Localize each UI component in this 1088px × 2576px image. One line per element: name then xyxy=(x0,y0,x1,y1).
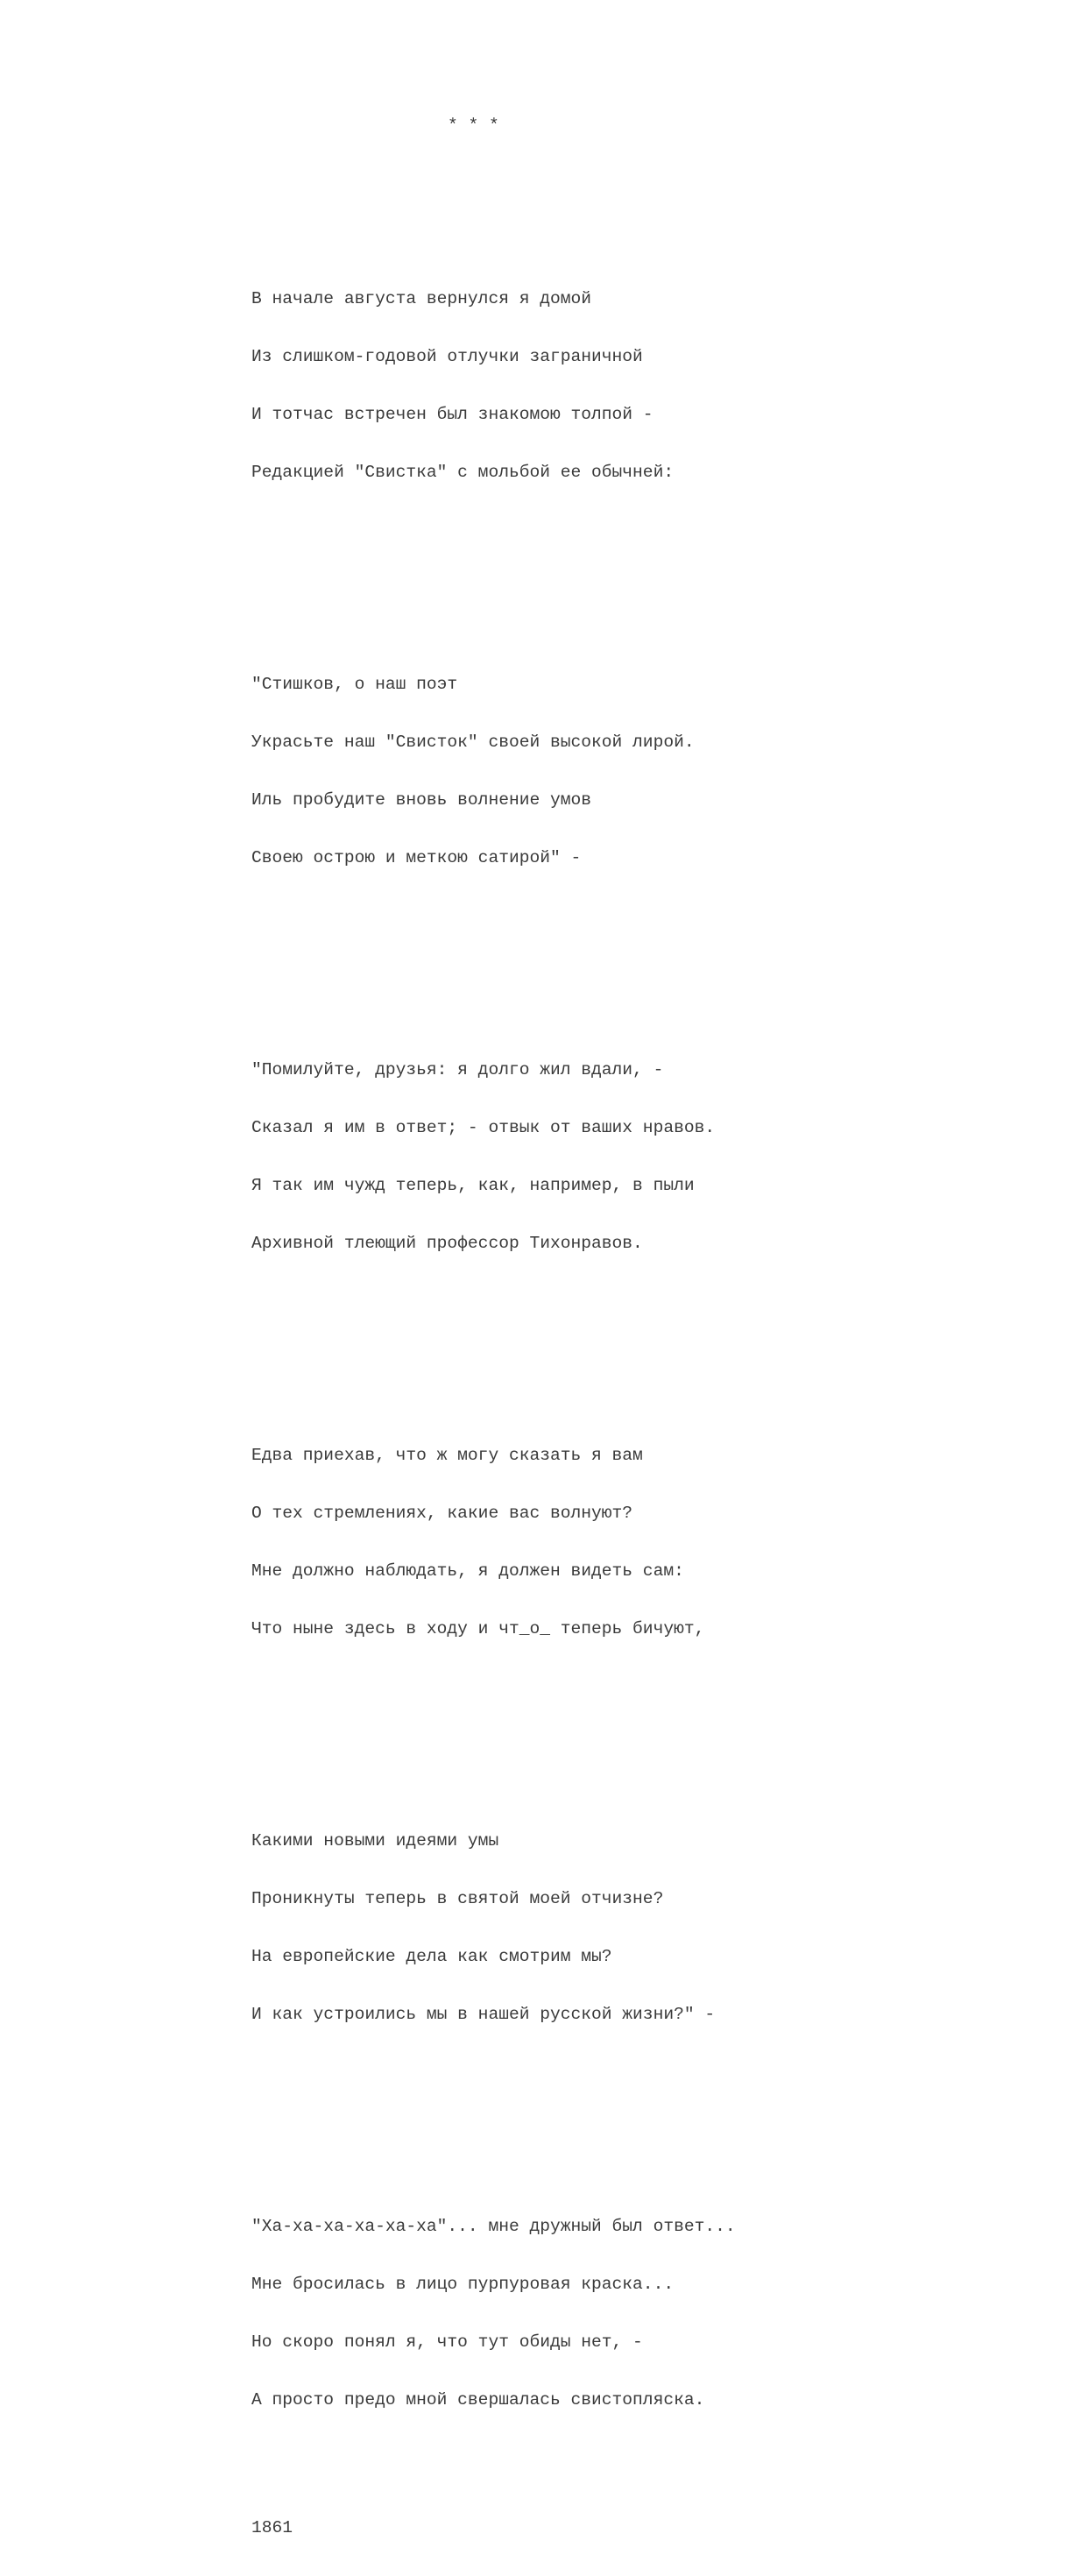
stanza xyxy=(251,636,736,906)
stanza-gap xyxy=(251,559,736,578)
poem-line: Сказал я им в ответ; - отвык от ваших нравов. xyxy=(251,1118,716,1137)
stanza-gap xyxy=(251,2101,736,2120)
stanza xyxy=(251,2178,736,2448)
stanza-gap xyxy=(251,945,736,964)
poem-line: Украсьте наш "Свисток" своей высокой лирой. xyxy=(251,732,695,752)
poem-line: Редакцией "Свистка" с мольбой ее обычней: xyxy=(251,463,675,482)
section-asterisks: * * * xyxy=(448,116,499,135)
poem-line: Мне бросилась в лицо пурпуровая краска... xyxy=(251,2275,675,2294)
poem-line: Но скоро понял я, что тут обиды нет, - xyxy=(251,2332,643,2352)
poem-line: "Стишков, о наш поэт xyxy=(251,675,458,694)
poem-line: Архивной тлеющий профессор Тихонравов. xyxy=(251,1234,643,1253)
poem-line: Мне должно наблюдать, я должен видеть сам: xyxy=(251,1561,684,1581)
poem-line: Иль пробудите вновь волнение умов xyxy=(251,790,592,810)
poem-year: 1861 xyxy=(251,2518,293,2537)
poem-line: И тотчас встречен был знакомою толпой - xyxy=(251,405,654,424)
poem-line: "Помилуйте, друзья: я долго жил вдали, - xyxy=(251,1060,664,1079)
stanza-gap xyxy=(251,1330,736,1349)
poem-line: Какими новыми идеями умы xyxy=(251,1831,499,1851)
poem-line: О тех стремлениях, какие вас волнуют? xyxy=(251,1504,633,1523)
stanza xyxy=(251,251,736,520)
poem-line: Я так им чужд теперь, как, например, в пыли xyxy=(251,1176,695,1195)
poem-line: Проникнуты теперь в святой моей отчизне? xyxy=(251,1889,664,1908)
stanza-gap xyxy=(251,1716,736,1735)
stanza xyxy=(251,1022,736,1292)
poem-line: В начале августа вернулся я домой xyxy=(251,289,592,308)
poem-line: На европейские дела как смотрим мы? xyxy=(251,1947,612,1966)
poem-line: Своею острою и меткою сатирой" - xyxy=(251,848,582,867)
poem-line: А просто предо мной свершалась свистопляска. xyxy=(251,2390,705,2410)
poem-line: "Ха-ха-ха-ха-ха-ха"... мне дружный был ответ... xyxy=(251,2217,736,2236)
poem xyxy=(251,77,736,2576)
poem-line: Что ныне здесь в ходу и чт_о_ теперь бичуют, xyxy=(251,1619,705,1638)
stanza xyxy=(251,1407,736,1677)
spacer xyxy=(251,173,736,193)
poem-line: И как устроились мы в нашей русской жизни?" - xyxy=(251,2005,716,2024)
stanza xyxy=(251,1793,736,2063)
poem-line: Едва приехав, что ж могу сказать я вам xyxy=(251,1446,643,1465)
poem-line: Из слишком-годовой отлучки заграничной xyxy=(251,347,643,366)
